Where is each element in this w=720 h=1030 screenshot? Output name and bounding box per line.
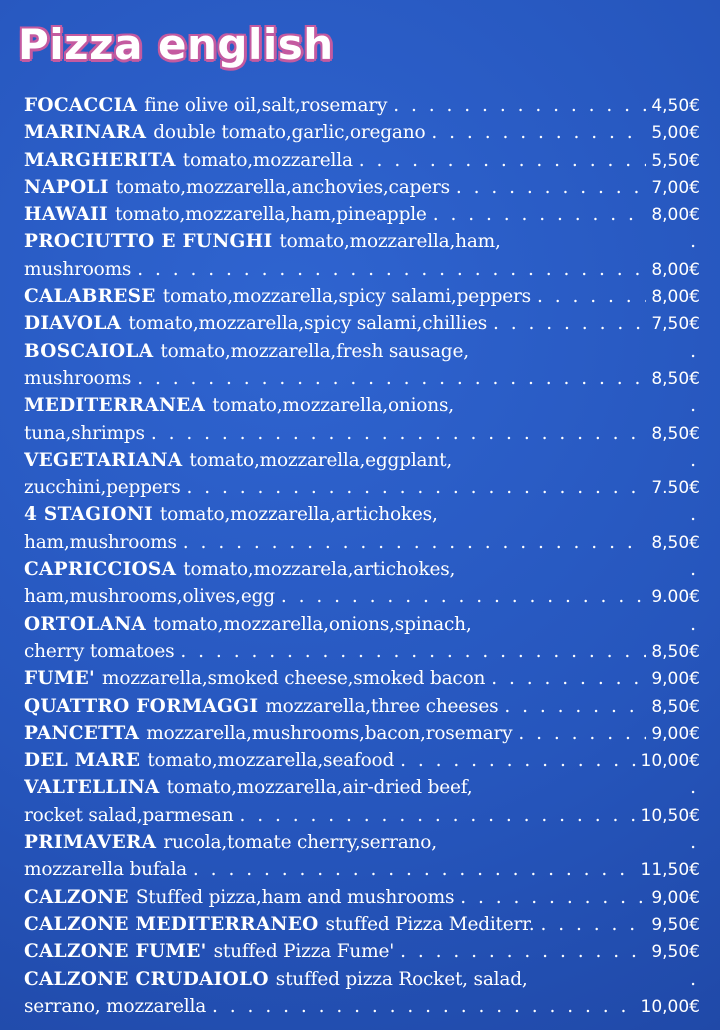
dot-leader	[212, 993, 635, 1020]
page-title: Pizza english	[18, 20, 334, 69]
menu-item-line	[24, 774, 700, 801]
menu-item-line	[24, 665, 700, 692]
menu-item-price: 7.50€	[651, 478, 700, 499]
dot-leader	[540, 911, 646, 938]
menu-item-name: PANCETTA	[24, 722, 140, 744]
menu-item-line	[24, 802, 700, 829]
menu-item-line	[24, 638, 700, 665]
menu-item-name: QUATTRO FORMAGGI	[24, 695, 259, 717]
dot-leader	[537, 283, 646, 310]
menu-item-line	[24, 392, 700, 419]
menu-item-line	[24, 201, 700, 228]
dot-leader	[393, 92, 646, 119]
menu-item-line	[24, 256, 700, 283]
menu-item-name: VALTELLINA	[24, 777, 160, 799]
leader-dot: .	[690, 832, 696, 854]
menu-item-description-cont: ham,mushrooms,olives,egg	[24, 586, 275, 608]
dot-leader	[137, 365, 646, 392]
menu-item-price: 10,00€	[640, 996, 700, 1017]
menu-item-name: FUME'	[24, 668, 96, 690]
leader-dot: .	[690, 395, 696, 417]
menu-item	[24, 774, 700, 829]
menu-item-price: 9,50€	[651, 942, 700, 963]
menu-item-price: 9,00€	[651, 669, 700, 690]
menu-item-name: PROCIUTTO E FUNGHI	[24, 231, 273, 253]
menu-item-description: tomato,mozzarella	[182, 149, 353, 171]
menu-item-description-cont: mozzarella bufala	[24, 859, 187, 881]
dot-leader	[400, 938, 646, 965]
menu-item-description-cont: cherry tomatoes	[24, 640, 175, 662]
dot-leader	[460, 884, 646, 911]
menu-item-description: stuffed Pizza Fume'	[213, 941, 395, 963]
menu-item-description: tomato,mozzarella,seafood	[147, 750, 395, 772]
menu-item-name: CALZONE MEDITERRANEO	[24, 913, 319, 935]
menu-item-name: CALZONE	[24, 886, 129, 908]
menu-item-line	[24, 966, 700, 993]
menu-item-description: Stuffed pizza,ham and mushrooms	[135, 886, 455, 908]
menu-item-name: ORTOLANA	[24, 613, 147, 635]
menu-item-price: 11,50€	[640, 860, 700, 881]
leader-dot: .	[690, 613, 696, 635]
menu-item-description: tomato,mozzarella,ham,	[279, 231, 501, 253]
menu-item-line	[24, 338, 700, 365]
menu-item-name: BOSCAIOLA	[24, 340, 154, 362]
dot-leader	[183, 529, 647, 556]
menu-item-line	[24, 884, 700, 911]
leader-dot: .	[690, 449, 696, 471]
dot-leader	[239, 802, 635, 829]
menu-item-price: 5,00€	[651, 123, 700, 144]
menu-item-description: tomato,mozzarella,eggplant,	[189, 449, 453, 471]
menu-item-description: stuffed Pizza Mediterr.	[325, 913, 535, 935]
menu-item-name: CALZONE FUME'	[24, 941, 207, 963]
menu-item-price: 9,00€	[651, 887, 700, 908]
menu-item-name: DIAVOLA	[24, 313, 122, 335]
menu-item-line	[24, 501, 700, 528]
menu-item-description: tomato,mozzarela,artichokes,	[183, 559, 456, 581]
menu-item-price: 9,50€	[651, 914, 700, 935]
menu-item-name: MEDITERRANEA	[24, 395, 206, 417]
menu-item-description: mozzarella,three cheeses	[265, 695, 499, 717]
dot-leader	[493, 310, 646, 337]
dot-leader	[187, 474, 647, 501]
menu-item-name: CAPRICCIOSA	[24, 559, 177, 581]
menu-item-line	[24, 938, 700, 965]
menu-item-line	[24, 911, 700, 938]
dot-leader	[137, 256, 646, 283]
menu-list	[24, 92, 700, 1020]
menu-item-name: FOCACCIA	[24, 95, 138, 116]
menu-item	[24, 119, 700, 146]
menu-item-line	[24, 147, 700, 174]
menu-item-line	[24, 856, 700, 883]
dot-leader	[431, 119, 646, 146]
menu-item	[24, 92, 700, 119]
menu-item-line	[24, 474, 700, 501]
menu-item-price: 9.00€	[651, 587, 700, 608]
menu-item-price: 9,00€	[651, 723, 700, 744]
leader-dot: .	[690, 231, 696, 253]
menu-item-price: 8,50€	[651, 532, 700, 553]
menu-item-name: MARGHERITA	[24, 149, 176, 171]
menu-item-price: 8,50€	[651, 641, 700, 662]
menu-item-name: CALABRESE	[24, 286, 156, 308]
menu-item-description-cont: rocket salad,parmesan	[24, 804, 234, 826]
menu-item-line	[24, 693, 700, 720]
menu-item-description: mozzarella,mushrooms,bacon,rosemary	[146, 722, 513, 744]
menu-item-line	[24, 283, 700, 310]
menu-item-name: 4 STAGIONI	[24, 504, 153, 526]
menu-item-line	[24, 92, 700, 119]
menu-item	[24, 938, 700, 965]
menu-item-name: CALZONE CRUDAIOLO	[24, 968, 269, 990]
dot-leader	[359, 147, 647, 174]
menu-item-description: tomato,mozzarella,artichokes,	[159, 504, 438, 526]
menu-item	[24, 174, 700, 201]
menu-item-line	[24, 993, 700, 1020]
menu-item-line	[24, 174, 700, 201]
menu-item-price: 10,00€	[640, 751, 700, 772]
menu-item-name: PRIMAVERA	[24, 832, 157, 854]
leader-dot: .	[690, 968, 696, 990]
menu-item	[24, 338, 700, 393]
menu-item-line	[24, 119, 700, 146]
dot-leader	[281, 583, 646, 610]
menu-item-line	[24, 747, 700, 774]
dot-leader	[180, 638, 646, 665]
menu-item-description: mozzarella,smoked cheese,smoked bacon	[102, 668, 486, 690]
menu-item	[24, 665, 700, 692]
menu-item	[24, 228, 700, 283]
menu-item	[24, 447, 700, 502]
menu-item-description-cont: mushrooms	[24, 367, 132, 389]
menu-item-description: stuffed pizza Rocket, salad,	[275, 968, 528, 990]
menu-item-description: tomato,mozzarella,anchovies,capers	[115, 176, 450, 198]
menu-item-description: tomato,mozzarella,onions,	[212, 395, 454, 417]
menu-item-line	[24, 829, 700, 856]
menu-item-description: tomato,mozzarella,fresh sausage,	[160, 340, 469, 362]
menu-item-price: 8,00€	[651, 287, 700, 308]
menu-item-line	[24, 529, 700, 556]
menu-item-price: 8,50€	[651, 368, 700, 389]
dot-leader	[518, 720, 646, 747]
menu-item	[24, 147, 700, 174]
menu-item-line	[24, 611, 700, 638]
menu-item	[24, 911, 700, 938]
dot-leader	[193, 856, 636, 883]
menu-item-description-cont: serrano, mozzarella	[24, 995, 207, 1017]
menu-item-description-cont: ham,mushrooms	[24, 531, 177, 553]
menu-item-line	[24, 228, 700, 255]
menu-item-line	[24, 447, 700, 474]
menu-item-price: 5,50€	[651, 150, 700, 171]
menu-item-description: tomato,mozzarella,spicy salami,peppers	[162, 286, 531, 308]
menu-item-price: 8,50€	[651, 423, 700, 444]
menu-item-description-cont: zucchini,peppers	[24, 477, 181, 499]
menu-item	[24, 611, 700, 666]
menu-item-line	[24, 720, 700, 747]
menu-item	[24, 747, 700, 774]
menu-item	[24, 829, 700, 884]
menu-item-description-cont: mushrooms	[24, 258, 132, 280]
leader-dot: .	[690, 504, 696, 526]
menu-item-description: tomato,mozzarella,spicy salami,chillies	[128, 313, 487, 335]
dot-leader	[400, 747, 635, 774]
menu-item	[24, 201, 700, 228]
menu-item	[24, 556, 700, 611]
menu-item-description: tomato,mozzarella,air-dried beef,	[166, 777, 473, 799]
menu-item	[24, 310, 700, 337]
menu-item	[24, 693, 700, 720]
menu-item-name: MARINARA	[24, 122, 147, 144]
menu-item	[24, 884, 700, 911]
menu-item-description: rucola,tomate cherry,serrano,	[163, 832, 437, 854]
menu-item	[24, 501, 700, 556]
dot-leader	[433, 201, 647, 228]
menu-item-line	[24, 365, 700, 392]
menu-item-description: tomato,mozzarella,onions,spinach,	[153, 613, 472, 635]
menu-item-name: DEL MARE	[24, 750, 141, 772]
leader-dot: .	[690, 340, 696, 362]
menu-item-price: 8,00€	[651, 205, 700, 226]
menu-item-description: double tomato,garlic,oregano	[153, 122, 426, 144]
menu-item-price: 4,50€	[651, 96, 700, 116]
menu-item-name: HAWAII	[24, 204, 108, 226]
menu-item	[24, 283, 700, 310]
dot-leader	[456, 174, 646, 201]
dot-leader	[504, 693, 646, 720]
menu-item-line	[24, 420, 700, 447]
menu-item-name: NAPOLI	[24, 176, 109, 198]
menu-item	[24, 392, 700, 447]
menu-item-description-cont: tuna,shrimps	[24, 422, 145, 444]
menu-item-price: 7,00€	[651, 177, 700, 198]
leader-dot: .	[690, 559, 696, 581]
menu-item-price: 8,00€	[651, 259, 700, 280]
menu-item-line	[24, 310, 700, 337]
dot-leader	[491, 665, 646, 692]
menu-item	[24, 966, 700, 1021]
leader-dot: .	[690, 777, 696, 799]
menu-item-price: 8,50€	[651, 696, 700, 717]
dot-leader	[151, 420, 647, 447]
menu-item-price: 7,50€	[651, 314, 700, 335]
menu-item-price: 10,50€	[640, 805, 700, 826]
menu-item-name: VEGETARIANA	[24, 449, 183, 471]
menu-item-description: fine olive oil,salt,rosemary	[144, 95, 388, 116]
menu-item-line	[24, 556, 700, 583]
menu-item	[24, 720, 700, 747]
menu-item-line	[24, 583, 700, 610]
menu-item-description: tomato,mozzarella,ham,pineapple	[114, 204, 427, 226]
